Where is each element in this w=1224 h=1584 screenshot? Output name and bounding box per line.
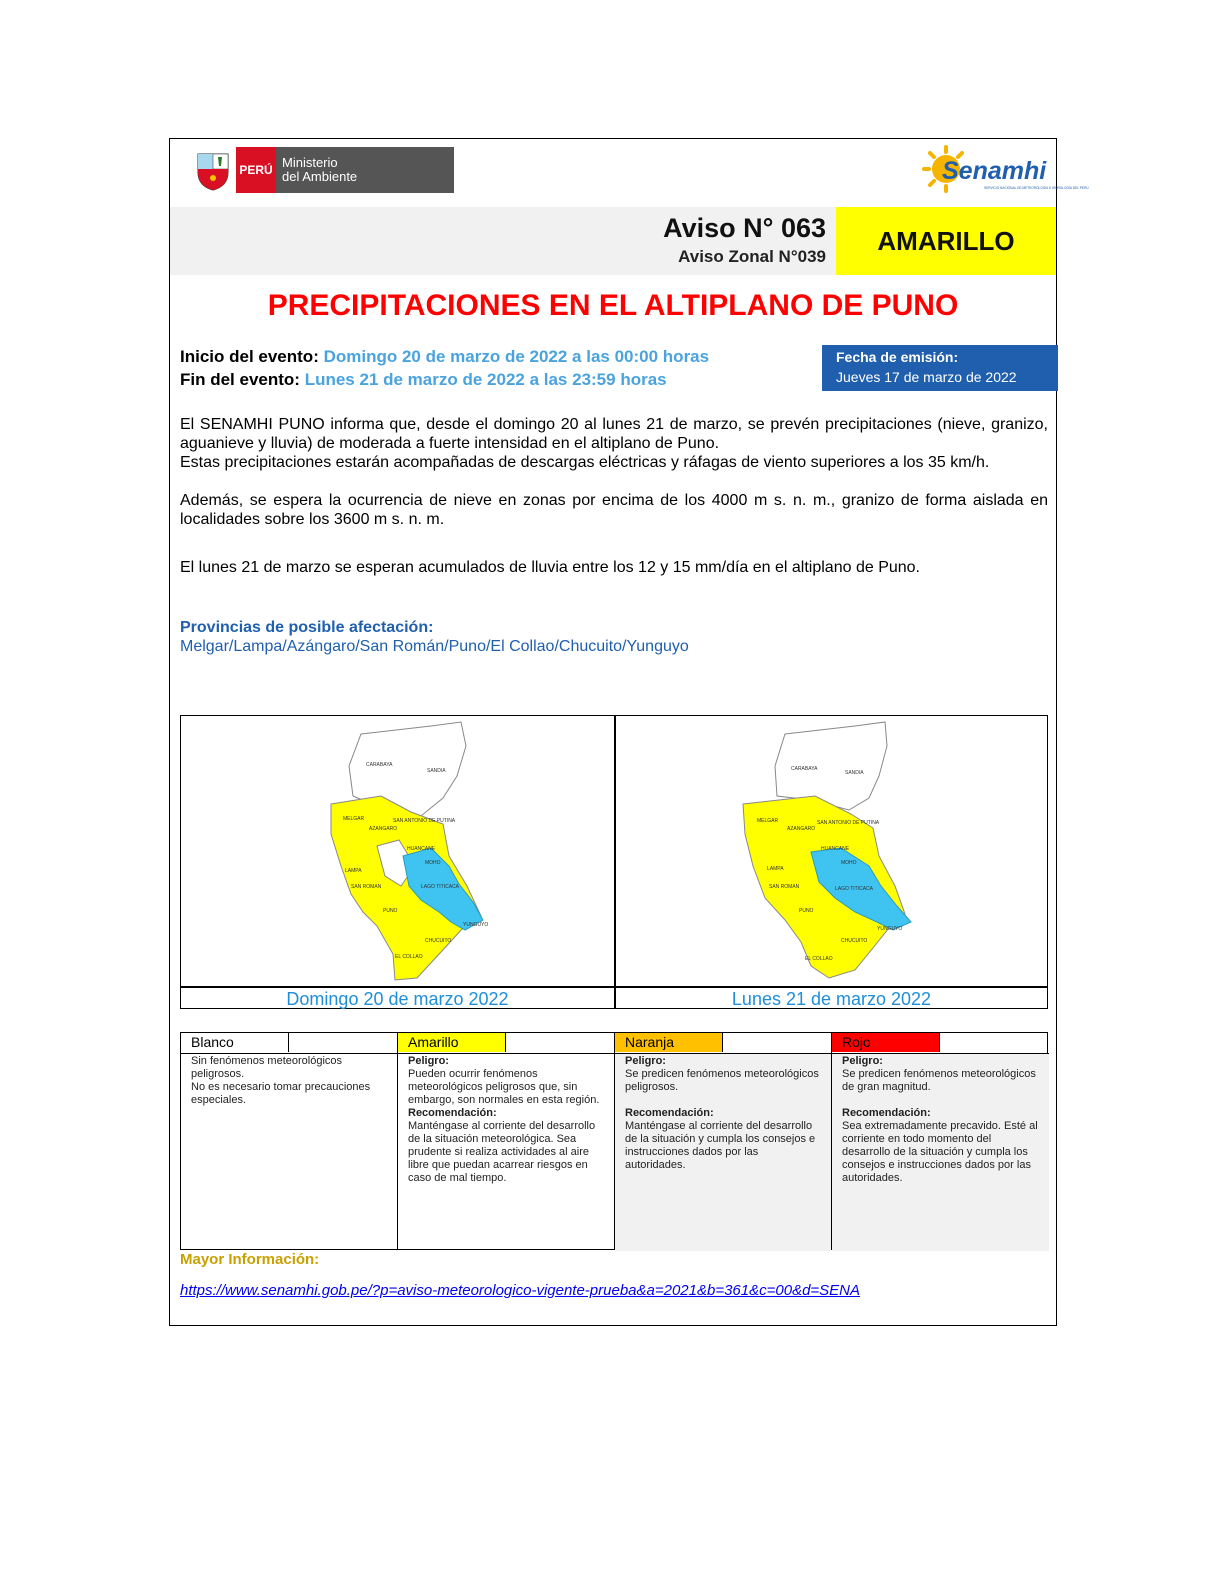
map-label: LAGO TITICACA xyxy=(421,884,459,890)
bulletin-headline: PRECIPITACIONES EN EL ALTIPLANO DE PUNO xyxy=(267,289,959,322)
peru-coat-of-arms-icon xyxy=(194,148,232,192)
legend-blanco-text-2: No es necesario tomar precauciones especiales. xyxy=(191,1081,371,1106)
map-label: AZANGARO xyxy=(787,826,816,832)
aviso-number: Aviso N° 063 xyxy=(663,213,826,243)
map-label: MELGAR xyxy=(757,818,779,824)
map-label: EL COLLAO xyxy=(395,954,423,960)
event-start-label: Inicio del evento: xyxy=(180,347,319,366)
minam-logo xyxy=(194,147,454,193)
ministry-label: Ministerio del Ambiente xyxy=(276,147,454,193)
map-label: SAN ANTONIO DE PUTINA xyxy=(393,818,456,824)
provinces-title: Provincias de posible afectación: xyxy=(180,619,434,636)
legend-rojo-peligro: Se predicen fenómenos meteorológicos de gran magnitud. xyxy=(842,1068,1036,1093)
map-label: PUNO xyxy=(799,908,814,914)
map-caption-divider xyxy=(181,986,1047,988)
peru-label: PERÚ xyxy=(236,147,276,193)
body-paragraph-3: Además, se espera la ocurrencia de nieve en zonas por encima de los 4000 m s. n. m., granizo de forma aislada en localidades sobre los 3600 m s. n. m. xyxy=(180,492,1048,528)
legend-naranja-peligro: Se predicen fenómenos meteorológicos peligrosos. xyxy=(625,1068,819,1093)
map-label: SAN ROMAN xyxy=(351,884,382,890)
map-day-1 xyxy=(181,716,614,986)
event-end-row xyxy=(180,370,667,390)
puno-map-day-1 xyxy=(181,716,614,986)
map-label: SANDIA xyxy=(845,770,864,776)
map-label: LAGO TITICACA xyxy=(835,886,873,892)
map-label: AZANGARO xyxy=(369,826,398,832)
event-start-value: Domingo 20 de marzo de 2022 a las 00:00 horas xyxy=(323,347,710,366)
map-label: SAN ANTONIO DE PUTINA xyxy=(817,820,880,826)
legend-amarillo-peligro: Pueden ocurrir fenómenos meteorológicos peligrosos que, sin embargo, son normales en esta región. xyxy=(408,1068,600,1106)
more-info-title: Mayor Información: xyxy=(180,1251,320,1268)
legend-naranja-label: Naranja xyxy=(615,1033,723,1052)
event-start-row xyxy=(180,347,709,367)
bulletin-frame xyxy=(169,138,1089,1326)
map-label: PUNO xyxy=(383,908,398,914)
legend-naranja-peligro-label: Peligro: xyxy=(625,1055,666,1067)
maps-table xyxy=(180,715,1048,1009)
legend-amarillo-reco: Manténgase al corriente del desarrollo de la situación meteorológica. Sea prudente si realiza actividades al aire libre que puedan acarrear riesgos en caso de mal tiempo. xyxy=(408,1120,596,1184)
legend-rojo xyxy=(832,1033,1049,1249)
legend-amarillo-label: Amarillo xyxy=(398,1033,506,1052)
legend-blanco xyxy=(181,1033,398,1249)
map-label: MOHO xyxy=(841,860,857,866)
map-caption-day-2: Lunes 21 de marzo 2022 xyxy=(731,989,932,1009)
emission-date-box xyxy=(822,345,1058,391)
legend-blanco-text-1: Sin fenómenos meteorológicos peligrosos. xyxy=(191,1055,343,1080)
legend-rojo-reco-label: Recomendación: xyxy=(842,1107,931,1119)
aviso-zonal-number: Aviso Zonal N°039 xyxy=(678,247,826,266)
map-caption-day-1: Domingo 20 de marzo 2022 xyxy=(286,989,509,1009)
map-label: LAMPA xyxy=(767,866,784,872)
emission-value: Jueves 17 de marzo de 2022 xyxy=(836,369,1017,385)
map-label: CARABAYA xyxy=(366,762,393,768)
body-paragraph-4: El lunes 21 de marzo se esperan acumulados de lluvia entre los 12 y 15 mm/día en el altiplano de Puno. xyxy=(180,559,920,576)
alert-level-badge: AMARILLO xyxy=(836,207,1056,275)
legend-blanco-label: Blanco xyxy=(181,1033,289,1052)
puno-map-day-2 xyxy=(615,716,1048,986)
map-label: YUNGUYO xyxy=(463,922,489,928)
legend-rojo-reco: Sea extremadamente precavido. Esté al corriente en todo momento del desarrollo de la situación y cumpla los consejos e instrucciones dados por las autoridades. xyxy=(842,1120,1038,1184)
more-info-link[interactable]: https://www.senamhi.gob.pe/?p=aviso-meteorologico-vigente-prueba&a=2021&b=361&c=00&d=SENA xyxy=(180,1282,861,1299)
map-label: CHUCUITO xyxy=(841,938,868,944)
map-label: HUANCANE xyxy=(407,846,436,852)
map-label: SAN ROMAN xyxy=(769,884,800,890)
map-label: EL COLLAO xyxy=(805,956,833,962)
body-paragraph-1: El SENAMHI PUNO informa que, desde el domingo 20 al lunes 21 de marzo, se prevén precipitaciones (nieve, granizo, aguanieve y lluvia) de moderada a fuerte intensidad en el altiplano de Puno. xyxy=(180,416,1048,452)
legend-rojo-label: Rojo xyxy=(832,1033,940,1052)
legend-rojo-peligro-label: Peligro: xyxy=(842,1055,883,1067)
provinces-list: Melgar/Lampa/Azángaro/San Román/Puno/El Collao/Chucuito/Yunguyo xyxy=(180,638,689,655)
map-label: CARABAYA xyxy=(791,766,818,772)
senamhi-logo xyxy=(916,143,1089,207)
map-label: SANDIA xyxy=(427,768,446,774)
map-label: MOHO xyxy=(425,860,441,866)
legend-amarillo-peligro-label: Peligro: xyxy=(408,1055,449,1067)
emission-label: Fecha de emisión: xyxy=(836,349,959,365)
senamhi-wordmark: Senamhi xyxy=(942,157,1047,185)
body-paragraph-2: Estas precipitaciones estarán acompañadas de descargas eléctricas y ráfagas de viento superiores a los 35 km/h. xyxy=(180,454,990,471)
map-label: CHUCUITO xyxy=(425,938,452,944)
map-label: MELGAR xyxy=(343,816,365,822)
legend-naranja-reco-label: Recomendación: xyxy=(625,1107,714,1119)
event-end-value: Lunes 21 de marzo de 2022 a las 23:59 horas xyxy=(304,370,667,389)
legend-naranja-reco: Manténgase al corriente del desarrollo de la situación y cumpla los consejos e instrucciones dados por las autoridades. xyxy=(625,1120,816,1171)
aviso-banner xyxy=(170,207,836,275)
alert-legend xyxy=(180,1032,1048,1250)
map-label: YUNGUYO xyxy=(877,926,903,932)
event-end-label: Fin del evento: xyxy=(180,370,300,389)
legend-amarillo-reco-label: Recomendación: xyxy=(408,1107,497,1119)
senamhi-subtitle: SERVICIO NACIONAL DE METEOROLOGÍA E HIDROLOGÍA DEL PERÚ xyxy=(984,186,1089,190)
map-divider xyxy=(614,716,616,1008)
map-day-2 xyxy=(615,716,1048,986)
legend-amarillo xyxy=(398,1033,615,1249)
legend-naranja xyxy=(615,1033,832,1249)
map-label: LAMPA xyxy=(345,868,362,874)
map-label: HUANCANE xyxy=(821,846,850,852)
